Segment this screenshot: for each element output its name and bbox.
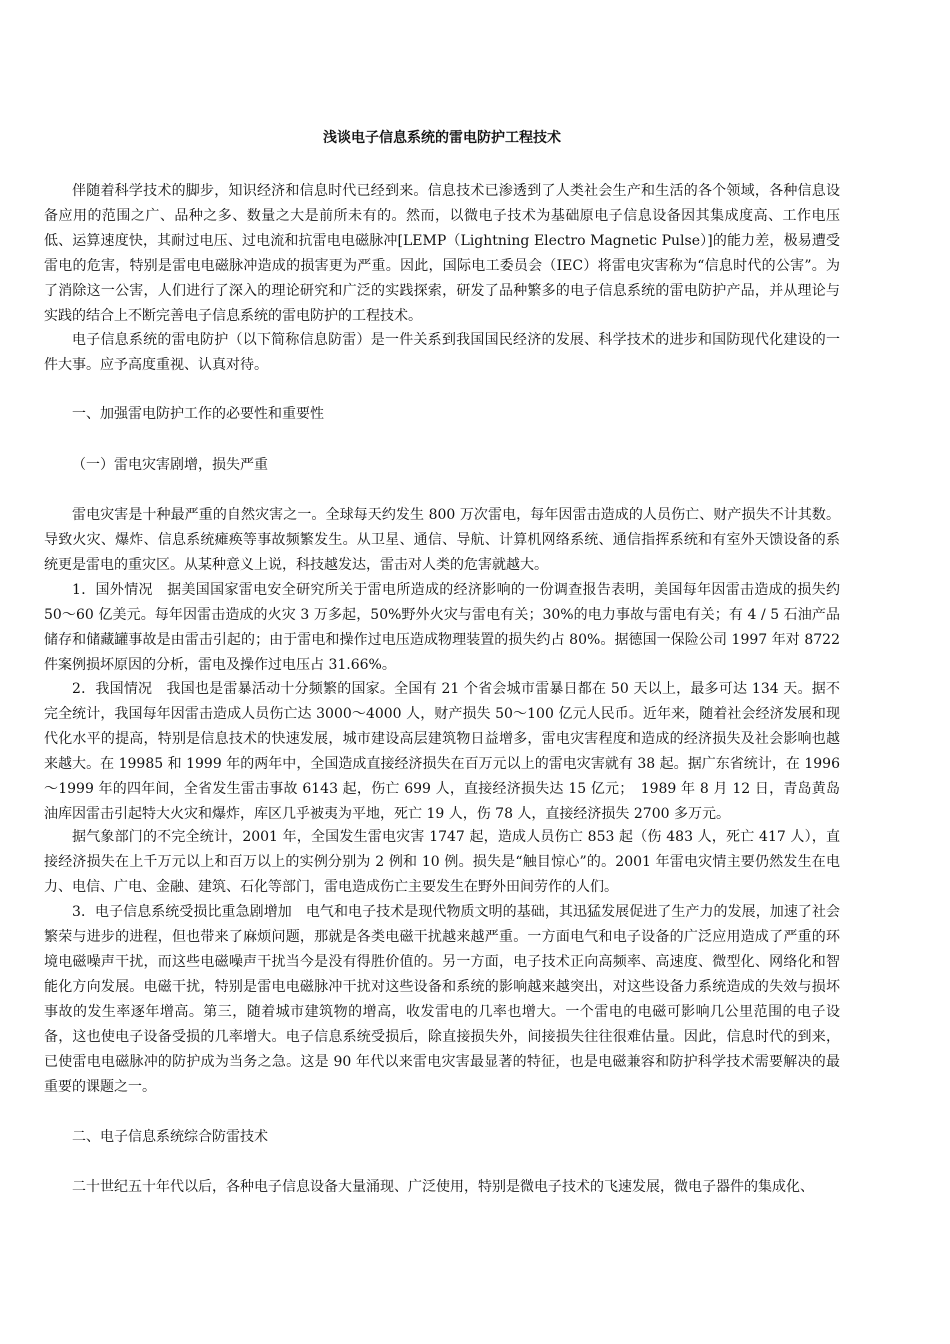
section-1-paragraph-2: 1．国外情况 据美国国家雷电安全研究所关于雷电所造成的经济影响的一份调查报告表明，美国每年因雷击造成的损失约 50～60 亿美元。每年因雷击造成的火灾 3 万多起，50%野外火灾与雷电有关；30%的电力事故与雷电有关；有 4 / 5 石油产品储存和储藏罐事故是由雷击引起的；由于雷电和操作过电压造成物理装置的损失约占 80%。据德国一保险公司 1997 年对 8722 件案例损坏原因的分析，雷电及操作过电压占 31.66%。 bbox=[44, 582, 840, 673]
intro-paragraph-1: 伴随着科学技术的脚步，知识经济和信息时代已经到来。信息技术已渗透到了人类社会生产和生活的各个领域，各种信息设备应用的范围之广、品种之多、数量之大是前所未有的。然而，以微电子技术为基础原电子信息设备因其集成度高、工作电压低、运算速度快，其耐过电压、过电流和抗雷电电磁脉冲[LEMP（Lightning Electro Magnetic Pulse）]的能力差，极易遭受雷电的危害，特别是雷电电磁脉冲造成的损害更为严重。因此，国际电工委员会（IEC）将雷电灾害称为“信息时代的公害”。为了消除这一公害，人们进行了深入的理论研究和广泛的实践探索，研发了品种繁多的电子信息系统的雷电防护产品，并从理论与实践的结合上不断完善电子信息系统的雷电防护的工程技术。 bbox=[44, 183, 840, 324]
section-2-heading: 二、电子信息系统综合防雷技术 bbox=[72, 1129, 268, 1145]
section-1-paragraph-3: 2．我国情况 我国也是雷暴活动十分频繁的国家。全国有 21 个省会城市雷暴日都在 50 天以上，最多可达 134 天。据不完全统计，我国每年因雷击造成人员伤亡达 3000～4000 人，财产损失 50～100 亿元人民币。近年来，随着社会经济发展和现代化水平的提高，特别是信息技术的快速发展，城市建设高层建筑物日益增多，雷电灾害程度和造成的经济损失及社会影响也越来越大。在 19985 和 1999 年的两年中，全国造成直接经济损失在百万元以上的雷电灾害就有 38 起。据广东省统计，在 1996～1999 年的四年间，全省发生雷击事故 6143 起，伤亡 699 人，直接经济损失达 15 亿元； 1989 年 8 月 12 日，青岛黄岛油库因雷击引起特大火灾和爆炸，库区几乎被夷为平地，死亡 19 人，伤 78 人，直接经济损失 2700 多万元。 bbox=[44, 681, 840, 822]
subsection-1-heading: （一）雷电灾害剧增，损失严重 bbox=[72, 457, 268, 473]
section-2-paragraph-1: 二十世纪五十年代以后，各种电子信息设备大量涌现、广泛使用，特别是微电子技术的飞速发展，微电子器件的集成化、 bbox=[72, 1179, 814, 1195]
section-1-paragraph-5: 3．电子信息系统受损比重急剧增加 电气和电子技术是现代物质文明的基础，其迅猛发展促进了生产力的发展，加速了社会繁荣与进步的进程，但也带来了麻烦问题，那就是各类电磁干扰越来越严重。一方面电气和电子设备的广泛应用造成了严重的环境电磁噪声干扰，而这些电磁噪声干扰当今是没有得胜价值的。另一方面，电子技术正向高频率、高速度、微型化、网络化和智能化方向发展。电磁干扰，特别是雷电电磁脉冲干扰对这些设备和系统的影响越来越突出，对这些设备力系统造成的失效与损坏事故的发生率逐年增高。第三，随着城市建筑物的增高，收发雷电的几率也增大。一个雷电的电磁可影响几公里范围的电子设备，这也使电子设备受损的几率增大。电子信息系统受损后，除直接损失外，间接损失往往很难估量。因此，信息时代的到来，已使雷电电磁脉冲的防护成为当务之急。这是 90 年代以来雷电灾害最显著的特征，也是电磁兼容和防护科学技术需要解决的最重要的课题之一。 bbox=[44, 904, 840, 1095]
section-1-paragraph-1: 雷电灾害是十种最严重的自然灾害之一。全球每天约发生 800 万次雷电，每年因雷击造成的人员伤亡、财产损失不计其数。导致火灾、爆炸、信息系统瘫痪等事故频繁发生。从卫星、通信、导航、计算机网络系统、通信指挥系统和有室外天馈设备的系统更是雷电的重灾区。从某种意义上说，科技越发达，雷击对人类的危害就越大。 bbox=[44, 507, 840, 573]
intro-paragraph-2: 电子信息系统的雷电防护（以下简称信息防雷）是一件关系到我国国民经济的发展、科学技术的进步和国防现代化建设的一件大事。应予高度重视、认真对待。 bbox=[44, 332, 840, 373]
document-title: 浅谈电子信息系统的雷电防护工程技术 bbox=[323, 130, 561, 146]
section-1-paragraph-4: 据气象部门的不完全统计，2001 年，全国发生雷电灾害 1747 起，造成人员伤亡 853 起（伤 483 人，死亡 417 人），直接经济损失在上千万元以上和百万以上的实例分别为 2 例和 10 例。损失是“触目惊心”的。2001 年雷电灾情主要仍然发生在电力、电信、广电、金融、建筑、石化等部门，雷电造成伤亡主要发生在野外田间劳作的人们。 bbox=[44, 829, 840, 895]
section-1-heading: 一、加强雷电防护工作的必要性和重要性 bbox=[72, 406, 324, 422]
